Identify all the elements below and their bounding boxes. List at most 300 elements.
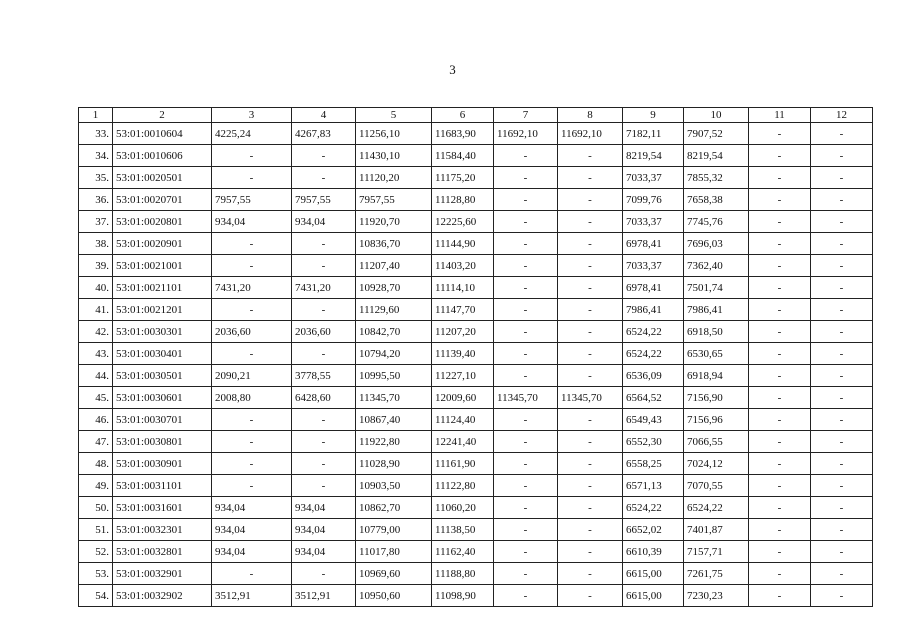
table-cell-col-2: 53:01:0020901 — [113, 233, 212, 255]
table-cell-col-9: 6652,02 — [623, 519, 684, 541]
table-cell-col-7: - — [494, 233, 558, 255]
table-cell-col-2: 53:01:0021101 — [113, 277, 212, 299]
table-cell-col-11: - — [749, 233, 811, 255]
table-cell-col-7: - — [494, 167, 558, 189]
table-cell-col-5: 11120,20 — [356, 167, 432, 189]
table-cell-col-2: 53:01:0032901 — [113, 563, 212, 585]
table-row — [79, 299, 873, 321]
table-cell-col-3: 934,04 — [212, 497, 292, 519]
table-cell-col-7: - — [494, 409, 558, 431]
table-cell-col-10: 7745,76 — [684, 211, 749, 233]
table-cell-col-6: 11207,20 — [432, 321, 494, 343]
table-cell-col-3: 7431,20 — [212, 277, 292, 299]
table-cell-col-2: 53:01:0020801 — [113, 211, 212, 233]
table-cell-col-3: - — [212, 563, 292, 585]
table-cell-col-4: 934,04 — [292, 211, 356, 233]
table-cell-col-3: 2036,60 — [212, 321, 292, 343]
table-cell-col-1: 46. — [79, 409, 113, 431]
table-cell-col-6: 11162,40 — [432, 541, 494, 563]
table-cell-col-2: 53:01:0030701 — [113, 409, 212, 431]
table-cell-col-11: - — [749, 189, 811, 211]
table-row — [79, 189, 873, 211]
data-table — [78, 107, 873, 607]
table-cell-col-10: 7156,90 — [684, 387, 749, 409]
table-cell-col-11: - — [749, 387, 811, 409]
table-cell-col-4: 7957,55 — [292, 189, 356, 211]
column-header-10: 10 — [684, 108, 749, 123]
table-cell-col-5: 11017,80 — [356, 541, 432, 563]
table-cell-col-3: 7957,55 — [212, 189, 292, 211]
table-cell-col-10: 7066,55 — [684, 431, 749, 453]
table-row — [79, 365, 873, 387]
table-cell-col-3: 4225,24 — [212, 123, 292, 145]
table-cell-col-6: 11122,80 — [432, 475, 494, 497]
table-cell-col-3: 2008,80 — [212, 387, 292, 409]
column-header-4: 4 — [292, 108, 356, 123]
table-cell-col-7: - — [494, 321, 558, 343]
table-cell-col-2: 53:01:0010606 — [113, 145, 212, 167]
table-row — [79, 409, 873, 431]
table-cell-col-12: - — [811, 343, 873, 365]
table-cell-col-1: 42. — [79, 321, 113, 343]
table-cell-col-1: 51. — [79, 519, 113, 541]
table-cell-col-4: 3512,91 — [292, 585, 356, 607]
table-cell-col-12: - — [811, 497, 873, 519]
table-cell-col-9: 8219,54 — [623, 145, 684, 167]
table-cell-col-4: - — [292, 409, 356, 431]
table-cell-col-1: 35. — [79, 167, 113, 189]
table-cell-col-2: 53:01:0030301 — [113, 321, 212, 343]
table-cell-col-4: 4267,83 — [292, 123, 356, 145]
table-cell-col-7: - — [494, 255, 558, 277]
table-row — [79, 145, 873, 167]
table-cell-col-6: 12009,60 — [432, 387, 494, 409]
table-cell-col-5: 10779,00 — [356, 519, 432, 541]
table-row — [79, 321, 873, 343]
table-cell-col-7: 11692,10 — [494, 123, 558, 145]
table-cell-col-1: 50. — [79, 497, 113, 519]
table-row — [79, 453, 873, 475]
table-cell-col-10: 6524,22 — [684, 497, 749, 519]
column-header-7: 7 — [494, 108, 558, 123]
table-cell-col-6: 11227,10 — [432, 365, 494, 387]
table-cell-col-8: - — [558, 585, 623, 607]
table-cell-col-8: - — [558, 431, 623, 453]
table-cell-col-4: 3778,55 — [292, 365, 356, 387]
table-cell-col-11: - — [749, 343, 811, 365]
table-cell-col-4: - — [292, 167, 356, 189]
table-cell-col-9: 7033,37 — [623, 167, 684, 189]
table-cell-col-12: - — [811, 167, 873, 189]
table-cell-col-11: - — [749, 277, 811, 299]
table-cell-col-2: 53:01:0010604 — [113, 123, 212, 145]
table-cell-col-5: 10928,70 — [356, 277, 432, 299]
table-cell-col-1: 54. — [79, 585, 113, 607]
table-row — [79, 475, 873, 497]
table-row — [79, 431, 873, 453]
table-row — [79, 255, 873, 277]
table-cell-col-7: - — [494, 365, 558, 387]
table-cell-col-6: 11144,90 — [432, 233, 494, 255]
table-cell-col-9: 7099,76 — [623, 189, 684, 211]
table-cell-col-7: - — [494, 277, 558, 299]
table-cell-col-8: - — [558, 211, 623, 233]
table-cell-col-9: 6536,09 — [623, 365, 684, 387]
table-cell-col-1: 40. — [79, 277, 113, 299]
table-row — [79, 167, 873, 189]
table-cell-col-6: 11175,20 — [432, 167, 494, 189]
table-cell-col-3: - — [212, 343, 292, 365]
table-cell-col-7: - — [494, 475, 558, 497]
table-cell-col-9: 7986,41 — [623, 299, 684, 321]
table-cell-col-8: - — [558, 145, 623, 167]
table-cell-col-10: 7024,12 — [684, 453, 749, 475]
table-cell-col-6: 11128,80 — [432, 189, 494, 211]
table-cell-col-6: 11683,90 — [432, 123, 494, 145]
table-cell-col-11: - — [749, 585, 811, 607]
table-cell-col-3: 934,04 — [212, 519, 292, 541]
column-header-2: 2 — [113, 108, 212, 123]
table-cell-col-12: - — [811, 211, 873, 233]
table-cell-col-1: 37. — [79, 211, 113, 233]
table-cell-col-10: 7696,03 — [684, 233, 749, 255]
table-row — [79, 211, 873, 233]
table-cell-col-4: - — [292, 563, 356, 585]
column-header-11: 11 — [749, 108, 811, 123]
table-cell-col-10: 7230,23 — [684, 585, 749, 607]
table-row — [79, 123, 873, 145]
table-cell-col-12: - — [811, 519, 873, 541]
table-cell-col-8: - — [558, 167, 623, 189]
column-header-9: 9 — [623, 108, 684, 123]
table-cell-col-2: 53:01:0030901 — [113, 453, 212, 475]
table-cell-col-3: 934,04 — [212, 541, 292, 563]
table-cell-col-1: 33. — [79, 123, 113, 145]
table-cell-col-9: 7033,37 — [623, 255, 684, 277]
column-header-5: 5 — [356, 108, 432, 123]
table-cell-col-6: 11584,40 — [432, 145, 494, 167]
table-cell-col-1: 53. — [79, 563, 113, 585]
table-cell-col-6: 12241,40 — [432, 431, 494, 453]
table-cell-col-11: - — [749, 453, 811, 475]
table-cell-col-11: - — [749, 519, 811, 541]
table-cell-col-2: 53:01:0020701 — [113, 189, 212, 211]
table-cell-col-4: - — [292, 299, 356, 321]
table-cell-col-10: 7401,87 — [684, 519, 749, 541]
table-cell-col-10: 8219,54 — [684, 145, 749, 167]
table-cell-col-2: 53:01:0030601 — [113, 387, 212, 409]
table-cell-col-2: 53:01:0032801 — [113, 541, 212, 563]
column-header-3: 3 — [212, 108, 292, 123]
table-cell-col-12: - — [811, 453, 873, 475]
table-cell-col-1: 36. — [79, 189, 113, 211]
table-cell-col-11: - — [749, 475, 811, 497]
table-cell-col-5: 11129,60 — [356, 299, 432, 321]
table-cell-col-7: - — [494, 519, 558, 541]
table-cell-col-12: - — [811, 365, 873, 387]
table-cell-col-2: 53:01:0021001 — [113, 255, 212, 277]
table-cell-col-5: 10862,70 — [356, 497, 432, 519]
table-cell-col-5: 10794,20 — [356, 343, 432, 365]
table-cell-col-8: - — [558, 189, 623, 211]
table-cell-col-11: - — [749, 497, 811, 519]
table-cell-col-7: - — [494, 431, 558, 453]
table-cell-col-4: - — [292, 233, 356, 255]
table-cell-col-8: - — [558, 365, 623, 387]
table-cell-col-2: 53:01:0032301 — [113, 519, 212, 541]
table-cell-col-5: 10995,50 — [356, 365, 432, 387]
table-cell-col-2: 53:01:0032902 — [113, 585, 212, 607]
table-cell-col-11: - — [749, 167, 811, 189]
table-cell-col-4: - — [292, 255, 356, 277]
table-cell-col-10: 7156,96 — [684, 409, 749, 431]
table-cell-col-5: 10903,50 — [356, 475, 432, 497]
table-row — [79, 585, 873, 607]
table-cell-col-12: - — [811, 255, 873, 277]
table-cell-col-12: - — [811, 189, 873, 211]
table-cell-col-8: 11345,70 — [558, 387, 623, 409]
table-cell-col-8: - — [558, 475, 623, 497]
table-row — [79, 233, 873, 255]
table-cell-col-4: 2036,60 — [292, 321, 356, 343]
table-cell-col-12: - — [811, 123, 873, 145]
table-cell-col-11: - — [749, 563, 811, 585]
table-cell-col-11: - — [749, 431, 811, 453]
table-cell-col-4: - — [292, 145, 356, 167]
table-cell-col-10: 6918,94 — [684, 365, 749, 387]
table-cell-col-5: 11920,70 — [356, 211, 432, 233]
table-cell-col-5: 11028,90 — [356, 453, 432, 475]
table-cell-col-9: 6524,22 — [623, 321, 684, 343]
table-cell-col-7: - — [494, 211, 558, 233]
table-cell-col-9: 6615,00 — [623, 563, 684, 585]
table-cell-col-11: - — [749, 409, 811, 431]
table-cell-col-3: - — [212, 233, 292, 255]
table-cell-col-12: - — [811, 409, 873, 431]
table-cell-col-4: - — [292, 453, 356, 475]
table-cell-col-9: 7033,37 — [623, 211, 684, 233]
table-cell-col-10: 7157,71 — [684, 541, 749, 563]
table-cell-col-8: - — [558, 255, 623, 277]
table-cell-col-8: - — [558, 233, 623, 255]
table-cell-col-11: - — [749, 145, 811, 167]
table-cell-col-9: 6571,13 — [623, 475, 684, 497]
table-cell-col-12: - — [811, 321, 873, 343]
table-cell-col-5: 7957,55 — [356, 189, 432, 211]
table-cell-col-1: 45. — [79, 387, 113, 409]
table-cell-col-6: 11147,70 — [432, 299, 494, 321]
table-cell-col-1: 44. — [79, 365, 113, 387]
table-cell-col-6: 11188,80 — [432, 563, 494, 585]
table-cell-col-12: - — [811, 475, 873, 497]
table-cell-col-3: 2090,21 — [212, 365, 292, 387]
table-cell-col-5: 11207,40 — [356, 255, 432, 277]
table-cell-col-7: - — [494, 541, 558, 563]
table-row — [79, 277, 873, 299]
table-cell-col-9: 6564,52 — [623, 387, 684, 409]
table-cell-col-5: 11256,10 — [356, 123, 432, 145]
table-cell-col-4: 6428,60 — [292, 387, 356, 409]
table-cell-col-2: 53:01:0021201 — [113, 299, 212, 321]
table-cell-col-3: - — [212, 145, 292, 167]
table-cell-col-6: 11114,10 — [432, 277, 494, 299]
table-cell-col-5: 10842,70 — [356, 321, 432, 343]
table-cell-col-12: - — [811, 145, 873, 167]
table-cell-col-1: 47. — [79, 431, 113, 453]
column-header-1: 1 — [79, 108, 113, 123]
table-cell-col-9: 6549,43 — [623, 409, 684, 431]
table-cell-col-8: 11692,10 — [558, 123, 623, 145]
table-cell-col-12: - — [811, 541, 873, 563]
table-cell-col-4: - — [292, 475, 356, 497]
table-cell-col-9: 6524,22 — [623, 497, 684, 519]
table-cell-col-7: - — [494, 189, 558, 211]
table-cell-col-3: 934,04 — [212, 211, 292, 233]
table-cell-col-5: 10950,60 — [356, 585, 432, 607]
header-row — [79, 108, 873, 123]
table-cell-col-1: 41. — [79, 299, 113, 321]
column-header-6: 6 — [432, 108, 494, 123]
table-cell-col-6: 11139,40 — [432, 343, 494, 365]
table-cell-col-1: 34. — [79, 145, 113, 167]
table-cell-col-4: 7431,20 — [292, 277, 356, 299]
table-cell-col-7: - — [494, 343, 558, 365]
table-cell-col-12: - — [811, 387, 873, 409]
table-cell-col-11: - — [749, 541, 811, 563]
table-cell-col-8: - — [558, 497, 623, 519]
table-cell-col-10: 7855,32 — [684, 167, 749, 189]
table-cell-col-12: - — [811, 431, 873, 453]
table-cell-col-7: - — [494, 585, 558, 607]
table-body — [79, 123, 873, 607]
table-cell-col-12: - — [811, 563, 873, 585]
table-cell-col-1: 52. — [79, 541, 113, 563]
table-cell-col-12: - — [811, 299, 873, 321]
table-row — [79, 343, 873, 365]
table-row — [79, 519, 873, 541]
table-row — [79, 563, 873, 585]
table-cell-col-11: - — [749, 123, 811, 145]
table-cell-col-10: 7070,55 — [684, 475, 749, 497]
table-cell-col-10: 6530,65 — [684, 343, 749, 365]
table-cell-col-7: 11345,70 — [494, 387, 558, 409]
table-cell-col-9: 6552,30 — [623, 431, 684, 453]
table-cell-col-6: 11161,90 — [432, 453, 494, 475]
table-cell-col-9: 6558,25 — [623, 453, 684, 475]
table-cell-col-10: 7501,74 — [684, 277, 749, 299]
table-row — [79, 541, 873, 563]
table-cell-col-6: 11098,90 — [432, 585, 494, 607]
column-header-12: 12 — [811, 108, 873, 123]
table-cell-col-3: 3512,91 — [212, 585, 292, 607]
table-cell-col-10: 7261,75 — [684, 563, 749, 585]
table-cell-col-1: 43. — [79, 343, 113, 365]
table-cell-col-5: 11430,10 — [356, 145, 432, 167]
table-cell-col-8: - — [558, 343, 623, 365]
table-cell-col-1: 48. — [79, 453, 113, 475]
table-cell-col-5: 11345,70 — [356, 387, 432, 409]
table-cell-col-7: - — [494, 563, 558, 585]
table-cell-col-5: 10867,40 — [356, 409, 432, 431]
table-cell-col-3: - — [212, 167, 292, 189]
table-cell-col-8: - — [558, 409, 623, 431]
table-cell-col-4: - — [292, 431, 356, 453]
table-cell-col-3: - — [212, 409, 292, 431]
table-cell-col-10: 7658,38 — [684, 189, 749, 211]
table-cell-col-9: 6610,39 — [623, 541, 684, 563]
table-row — [79, 497, 873, 519]
table-cell-col-8: - — [558, 321, 623, 343]
table-cell-col-6: 12225,60 — [432, 211, 494, 233]
table-cell-col-5: 10969,60 — [356, 563, 432, 585]
table-cell-col-6: 11060,20 — [432, 497, 494, 519]
table-cell-col-3: - — [212, 299, 292, 321]
table-cell-col-11: - — [749, 255, 811, 277]
table-cell-col-11: - — [749, 321, 811, 343]
column-header-8: 8 — [558, 108, 623, 123]
table-cell-col-11: - — [749, 211, 811, 233]
table-cell-col-7: - — [494, 145, 558, 167]
table-cell-col-8: - — [558, 277, 623, 299]
table-cell-col-9: 6978,41 — [623, 277, 684, 299]
table-cell-col-8: - — [558, 519, 623, 541]
table-cell-col-2: 53:01:0030501 — [113, 365, 212, 387]
table-cell-col-12: - — [811, 585, 873, 607]
table-cell-col-7: - — [494, 453, 558, 475]
table-cell-col-1: 38. — [79, 233, 113, 255]
table-cell-col-9: 6978,41 — [623, 233, 684, 255]
table-cell-col-9: 7182,11 — [623, 123, 684, 145]
table-cell-col-4: 934,04 — [292, 519, 356, 541]
table-cell-col-10: 7986,41 — [684, 299, 749, 321]
table-header — [79, 108, 873, 123]
table-cell-col-1: 49. — [79, 475, 113, 497]
table-cell-col-11: - — [749, 365, 811, 387]
table-cell-col-12: - — [811, 233, 873, 255]
table-cell-col-7: - — [494, 299, 558, 321]
page-number: 3 — [449, 62, 456, 77]
table-cell-col-4: - — [292, 343, 356, 365]
table-row — [79, 387, 873, 409]
table-cell-col-8: - — [558, 299, 623, 321]
table-cell-col-8: - — [558, 453, 623, 475]
table-cell-col-6: 11138,50 — [432, 519, 494, 541]
table-cell-col-8: - — [558, 541, 623, 563]
table-cell-col-4: 934,04 — [292, 497, 356, 519]
table-cell-col-6: 11403,20 — [432, 255, 494, 277]
table-cell-col-3: - — [212, 475, 292, 497]
table-cell-col-7: - — [494, 497, 558, 519]
table-cell-col-10: 7362,40 — [684, 255, 749, 277]
table-cell-col-2: 53:01:0030401 — [113, 343, 212, 365]
table-cell-col-11: - — [749, 299, 811, 321]
table-cell-col-1: 39. — [79, 255, 113, 277]
table-cell-col-2: 53:01:0031101 — [113, 475, 212, 497]
table-cell-col-2: 53:01:0031601 — [113, 497, 212, 519]
table-cell-col-9: 6524,22 — [623, 343, 684, 365]
table-cell-col-3: - — [212, 431, 292, 453]
table-cell-col-4: 934,04 — [292, 541, 356, 563]
table-cell-col-12: - — [811, 277, 873, 299]
table-cell-col-10: 6918,50 — [684, 321, 749, 343]
table-cell-col-9: 6615,00 — [623, 585, 684, 607]
table-cell-col-5: 10836,70 — [356, 233, 432, 255]
table-cell-col-10: 7907,52 — [684, 123, 749, 145]
table-cell-col-5: 11922,80 — [356, 431, 432, 453]
table-cell-col-2: 53:01:0020501 — [113, 167, 212, 189]
table-cell-col-6: 11124,40 — [432, 409, 494, 431]
table-cell-col-2: 53:01:0030801 — [113, 431, 212, 453]
